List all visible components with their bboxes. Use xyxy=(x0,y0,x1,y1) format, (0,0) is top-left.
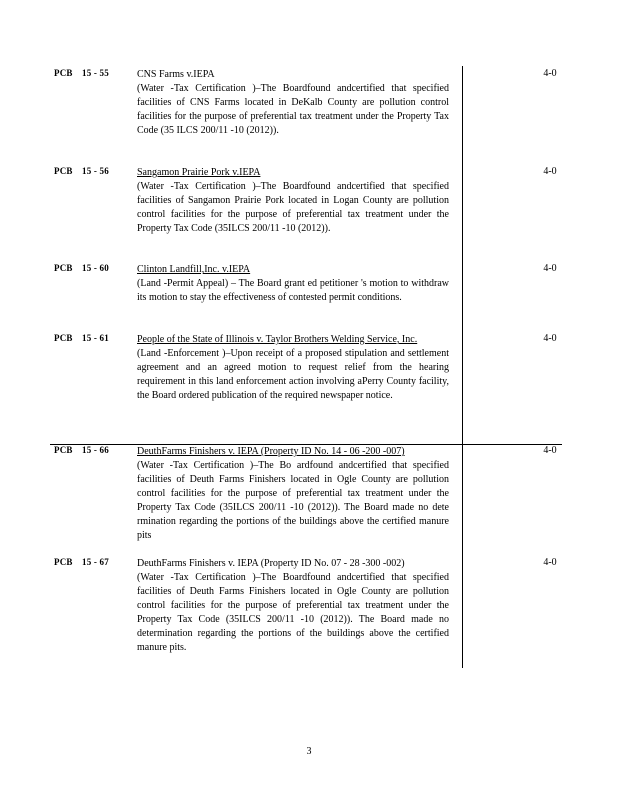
docket-prefix: PCB xyxy=(54,68,73,78)
case-title: DeuthFarms Finishers v. IEPA (Property ID No. 07 - 28 -300 -002) xyxy=(137,558,405,569)
docket-number xyxy=(54,557,109,567)
case-title: Clinton Landfill,Inc. v.IEPA xyxy=(137,264,251,275)
vote-count: 4-0 xyxy=(543,68,557,79)
case-content xyxy=(137,557,449,655)
case-content xyxy=(137,68,449,138)
case-content xyxy=(137,263,449,305)
case-description: (Land -Permit Appeal) – The Board grant ed petitioner 's motion to withdraw its motion to stay the effectiveness of contested permit conditions. xyxy=(137,278,449,303)
case-description: (Land -Enforcement )–Upon receipt of a proposed stipulation and settlement agreement and an agreed motion to request relief from the hearing requirement in this land enforcement action involving aPerry County facility, the Board ordered publication of the required newspaper notice. xyxy=(137,348,449,401)
case-description: (Water -Tax Certification )–The Bo ardfound andcertified that specified facilities of Deuth Farms Finishers located in Ogle County are pollution control facilities for the purpose of preferential tax treatment under the Property Tax Code (35ILCS 200/11 -10 (2012)). The Board made no dete rmination regarding the portions of the buildings above the certified manure pits xyxy=(137,460,449,541)
case-description: (Water -Tax Certification )–The Boardfound andcertified that specified facilities of Deuth Farms Finishers located in Ogle County are pollution control facilities for the purpose of preferential tax treatment under the Property Tax Code (35ILCS 200/11 -10 (2012)). The Board made no determination regarding the portions of the buildings above the certified manure pits. xyxy=(137,572,449,653)
case-content xyxy=(137,166,449,236)
docket-prefix: PCB xyxy=(54,333,73,343)
docket-number xyxy=(54,263,109,273)
vote-count: 4-0 xyxy=(543,557,557,568)
docket-id: 15 - 66 xyxy=(82,445,109,455)
page-number: 3 xyxy=(306,746,312,757)
case-description: (Water -Tax Certification )–The Boardfound andcertified that specified facilities of CNS Farms located in DeKalb County are pollution control facilities for the purpose of preferential tax treatment under the Property Tax Code (35 ILCS 200/11 -10 (2012)). xyxy=(137,83,449,136)
docket-number xyxy=(54,166,109,176)
docket-id: 15 - 60 xyxy=(82,263,109,273)
vote-count: 4-0 xyxy=(543,445,557,456)
docket-number xyxy=(54,445,109,455)
case-content xyxy=(137,333,449,403)
case-title: People of the State of Illinois v. Taylor Brothers Welding Service, Inc. xyxy=(137,334,418,345)
docket-prefix: PCB xyxy=(54,166,73,176)
vote-count: 4-0 xyxy=(543,166,557,177)
docket-id: 15 - 61 xyxy=(82,333,109,343)
column-divider xyxy=(462,66,463,668)
docket-prefix: PCB xyxy=(54,557,73,567)
case-title: Sangamon Prairie Pork v.IEPA xyxy=(137,167,261,178)
docket-id: 15 - 56 xyxy=(82,166,109,176)
docket-prefix: PCB xyxy=(54,263,73,273)
case-title: CNS Farms v.IEPA xyxy=(137,69,215,80)
docket-number xyxy=(54,68,109,78)
docket-number xyxy=(54,333,109,343)
case-content xyxy=(137,445,449,543)
case-description: (Water -Tax Certification )–The Boardfound andcertified that specified facilities of Sangamon Prairie Pork located in Logan County are pollution control facilities for the purpose of preferential tax treatment under the Property Tax Code (35ILCS 200/11 -10 (2012)). xyxy=(137,181,449,234)
docket-id: 15 - 55 xyxy=(82,68,109,78)
case-title: DeuthFarms Finishers v. IEPA (Property ID No. 14 - 06 -200 -007) xyxy=(137,446,405,457)
vote-count: 4-0 xyxy=(543,263,557,274)
docket-id: 15 - 67 xyxy=(82,557,109,567)
docket-prefix: PCB xyxy=(54,445,73,455)
vote-count: 4-0 xyxy=(543,333,557,344)
